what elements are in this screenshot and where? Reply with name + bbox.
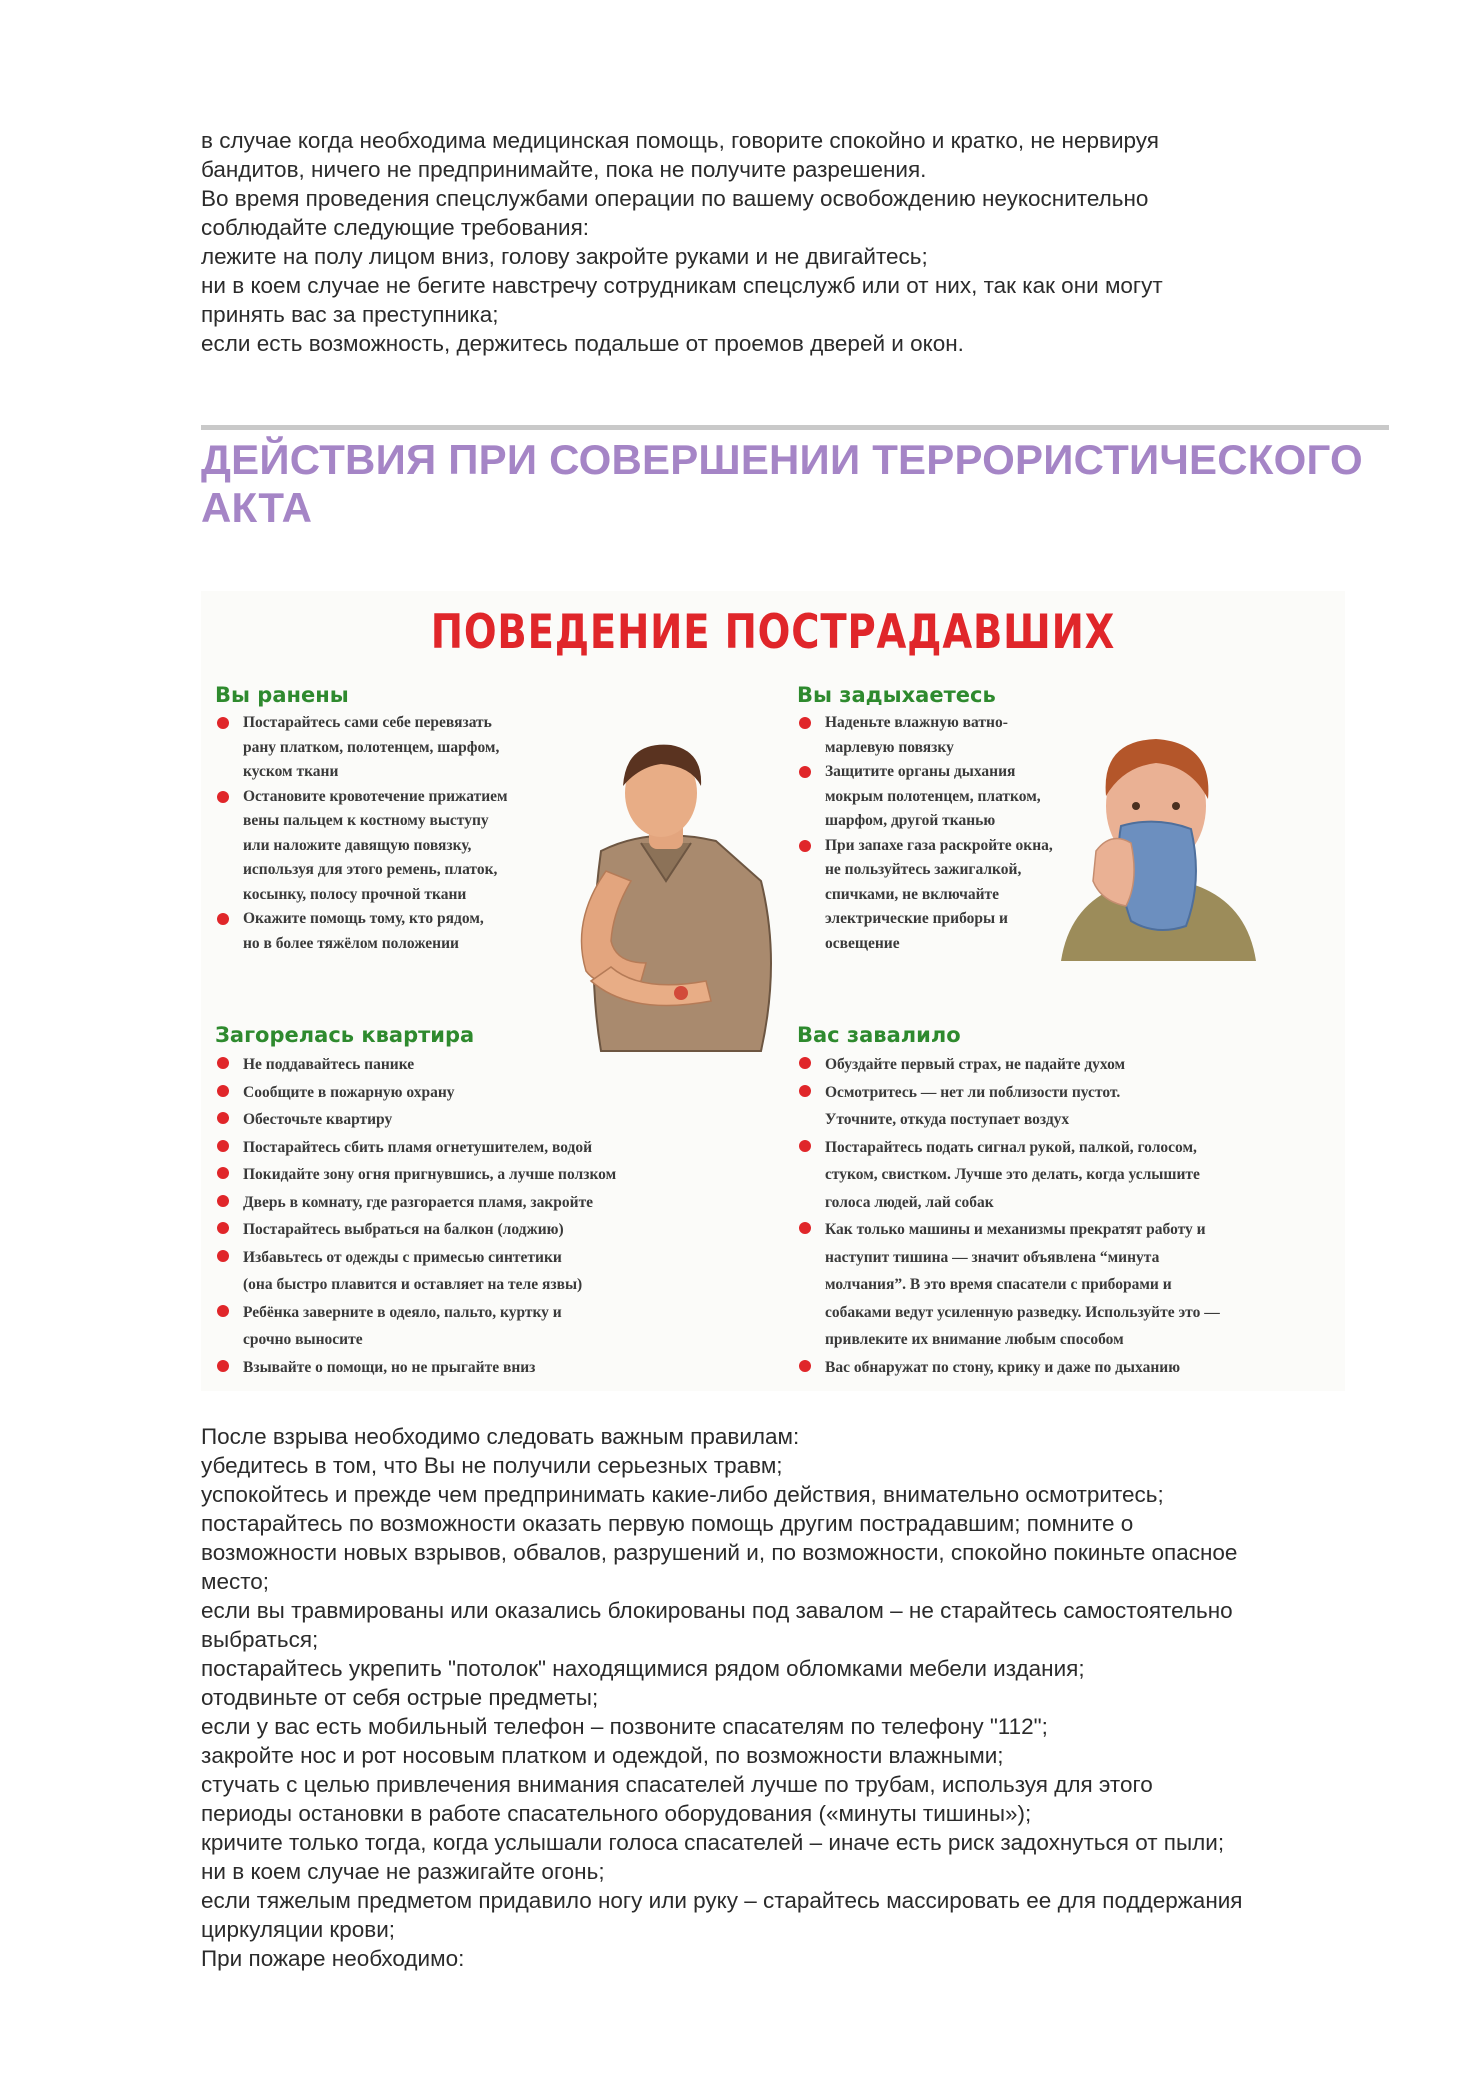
- section-collapse: [797, 1023, 1327, 1381]
- bullet-text-line: Постарайтесь сбить пламя огнетушителем, водой: [243, 1138, 593, 1156]
- bullet-text-line: Уточните, откуда поступает воздух: [825, 1111, 1070, 1128]
- text-line: убедитесь в том, что Вы не получили серьезных травм;: [201, 1453, 783, 1478]
- bullet-text-line: привлеките их внимание любым способом: [825, 1331, 1124, 1348]
- victims-behavior-poster: [201, 591, 1345, 1391]
- text-line: При пожаре необходимо:: [201, 1946, 465, 1971]
- bullet-item: [215, 785, 585, 908]
- bullet-dot-icon: [217, 1057, 229, 1069]
- text-line: выбраться;: [201, 1627, 319, 1652]
- bullet-text-line: Осмотритесь — нет ли поблизости пустот.: [825, 1083, 1121, 1101]
- text-line: циркуляции крови;: [201, 1917, 396, 1942]
- bullet-text-line: куском ткани: [243, 763, 339, 780]
- section-divider: [201, 425, 1389, 430]
- torso-shirt: [594, 835, 772, 1051]
- bullet-text-line: Обуздайте первый страх, не падайте духом: [825, 1056, 1126, 1073]
- bullet-dot-icon: [217, 717, 229, 729]
- bullet-text-line: Сообщите в пожарную охрану: [243, 1083, 455, 1101]
- bullet-item: [215, 1216, 755, 1244]
- eye: [1132, 802, 1140, 810]
- bullet-text-line: рану платком, полотенцем, шарфом,: [243, 738, 500, 756]
- text-line: если есть возможность, держитесь подальше от проемов дверей и окон.: [201, 331, 964, 356]
- section-heading: [201, 436, 1391, 532]
- text-line: отодвиньте от себя острые предметы;: [201, 1685, 599, 1710]
- text-line: кричите только тогда, когда услышали голоса спасателей – иначе есть риск задохнуться от пыли;: [201, 1830, 1225, 1855]
- bullet-text-line: Постарайтесь подать сигнал рукой, палкой, голосом,: [825, 1138, 1197, 1156]
- bullet-text-line: электрические приборы и: [825, 910, 1008, 927]
- section-wounded: [215, 683, 585, 956]
- bullet-text-line: голоса людей, лай собак: [825, 1193, 994, 1211]
- bullet-dot-icon: [799, 717, 811, 729]
- bullet-dot-icon: [217, 1167, 229, 1179]
- bullet-dot-icon: [799, 1222, 811, 1234]
- bullet-dot-icon: [217, 1085, 229, 1097]
- text-line: постарайтесь укрепить "потолок" находящимися рядом обломками мебели издания;: [201, 1656, 1085, 1681]
- text-line: постарайтесь по возможности оказать первую помощь другим пострадавшим; помните о: [201, 1511, 1134, 1536]
- section-fire: [215, 1023, 755, 1381]
- bullet-text-line: Постарайтесь выбраться на балкон (лоджию): [243, 1221, 564, 1238]
- text-line: Во время проведения спецслужбами операции по вашему освобождению неукоснительно: [201, 186, 1149, 211]
- bullet-text-line: Вас обнаружат по стону, крику и даже по дыханию: [825, 1358, 1181, 1376]
- text-line: ни в коем случае не бегите навстречу сотрудникам спецслужб или от них, так как они могут: [201, 273, 1163, 298]
- bullet-text-line: (она быстро плавится и оставляет на теле язвы): [243, 1276, 583, 1293]
- bullet-text-line: собаками ведут усиленную разведку. Используйте это —: [825, 1303, 1220, 1321]
- text-line: место;: [201, 1569, 270, 1594]
- text-line: ни в коем случае не разжигайте огонь;: [201, 1859, 605, 1884]
- bullet-dot-icon: [217, 1360, 229, 1372]
- text-line: периоды остановки в работе спасательного оборудования («минуты тишины»);: [201, 1801, 1032, 1826]
- bullet-text-line: Обесточьте квартиру: [243, 1111, 393, 1128]
- bullet-list: [215, 711, 585, 956]
- text-line: стучать с целью привлечения внимания спасателей лучше по трубам, используя для этого: [201, 1772, 1153, 1797]
- text-line: лежите на полу лицом вниз, голову закройте руками и не двигайтесь;: [201, 244, 928, 269]
- bullet-text-line: молчания”. В это время спасатели с приборами и: [825, 1276, 1172, 1293]
- bullet-text-line: мокрым полотенцем, платком,: [825, 787, 1041, 805]
- bullet-dot-icon: [217, 1195, 229, 1207]
- bullet-dot-icon: [217, 1305, 229, 1317]
- heading-line-1: ДЕЙСТВИЯ ПРИ СОВЕРШЕНИИ ТЕРРОРИСТИЧЕСКОГО: [201, 436, 1363, 483]
- bullet-text-line: Наденьте влажную ватно-: [825, 714, 1008, 731]
- text-line: если тяжелым предметом придавило ногу или руку – старайтесь массировать ее для поддержания: [201, 1888, 1243, 1913]
- bullet-text-line: Взывайте о помощи, но не прыгайте вниз: [243, 1358, 536, 1376]
- bullet-item: [215, 711, 585, 785]
- eye: [1172, 802, 1180, 810]
- text-line: если вы травмированы или оказались блокированы под завалом – не старайтесь самостоятельно: [201, 1598, 1233, 1623]
- bullet-dot-icon: [217, 1250, 229, 1262]
- text-line: бандитов, ничего не предпринимайте, пока не получите разрешения.: [201, 157, 927, 182]
- bullet-item: [215, 1244, 755, 1299]
- text-line: соблюдайте следующие требования:: [201, 215, 590, 240]
- bullet-item: [797, 1354, 1327, 1382]
- hand: [1093, 839, 1134, 907]
- bullet-text-line: марлевую повязку: [825, 738, 954, 756]
- injured-man-illustration: [531, 731, 791, 1061]
- text-line: принять вас за преступника;: [201, 302, 499, 327]
- bullet-dot-icon: [799, 1140, 811, 1152]
- bullet-dot-icon: [799, 1085, 811, 1097]
- bullet-text-line: или наложите давящую повязку,: [243, 836, 472, 854]
- section-title: Вы ранены: [215, 683, 349, 707]
- heading-line-2: АКТА: [201, 484, 313, 531]
- bullet-text-line: освещение: [825, 934, 900, 952]
- bullet-text-line: Окажите помощь тому, кто рядом,: [243, 910, 484, 927]
- bullet-text-line: Не поддавайтесь панике: [243, 1056, 415, 1073]
- text-line: После взрыва необходимо следовать важным правилам:: [201, 1424, 800, 1449]
- bullet-item: [215, 1079, 755, 1107]
- bullet-item: [215, 1106, 755, 1134]
- bullet-dot-icon: [799, 1057, 811, 1069]
- bullet-text-line: Остановите кровотечение прижатием: [243, 787, 508, 805]
- bullet-list: [797, 1051, 1327, 1381]
- bullet-text-line: шарфом, другой тканью: [825, 812, 996, 829]
- bullet-item: [215, 907, 585, 956]
- text-line: если у вас есть мобильный телефон – позвоните спасателям по телефону "112";: [201, 1714, 1048, 1739]
- bullet-item: [797, 1079, 1327, 1134]
- bullet-text-line: Покидайте зону огня пригнувшись, а лучше ползком: [243, 1166, 617, 1183]
- bullet-item: [215, 1299, 755, 1354]
- bullet-text-line: срочно выносите: [243, 1331, 363, 1348]
- bullet-item: [797, 1051, 1327, 1079]
- bullet-dot-icon: [217, 1112, 229, 1124]
- text-line: возможности новых взрывов, обвалов, разрушений и, по возможности, спокойно покиньте опасное: [201, 1540, 1238, 1565]
- bullet-item: [797, 1216, 1327, 1354]
- bullet-text-line: вены пальцем к костному выступу: [243, 812, 489, 829]
- text-line: закройте нос и рот носовым платком и одеждой, по возможности влажными;: [201, 1743, 1004, 1768]
- text-line: успокойтесь и прежде чем предпринимать какие-либо действия, внимательно осмотритесь;: [201, 1482, 1164, 1507]
- bullet-text-line: Ребёнка заверните в одеяло, пальто, куртку и: [243, 1303, 562, 1321]
- poster-title: ПОВЕДЕНИЕ ПОСТРАДАВШИХ: [430, 605, 1116, 660]
- bullet-list: [215, 1051, 755, 1381]
- intro-text: [201, 126, 1401, 358]
- bullet-item: [215, 1354, 755, 1382]
- masked-man-illustration: [1041, 721, 1271, 961]
- bullet-item: [215, 1161, 755, 1189]
- bullet-dot-icon: [217, 913, 229, 925]
- section-title: Вы задыхаетесь: [797, 683, 996, 707]
- bullet-item: [797, 1134, 1327, 1217]
- bullet-text-line: используя для этого ремень, платок,: [243, 861, 498, 878]
- bullet-item: [215, 1134, 755, 1162]
- bullet-text-line: Защитите органы дыхания: [825, 763, 1016, 780]
- bullet-text-line: Дверь в комнату, где разгорается пламя, закройте: [243, 1193, 594, 1211]
- bullet-text-line: но в более тяжёлом положении: [243, 934, 459, 952]
- bullet-text-line: наступит тишина — значит объявлена “минута: [825, 1248, 1160, 1266]
- bullet-dot-icon: [217, 1140, 229, 1152]
- after-explosion-text: [201, 1422, 1401, 1973]
- section-title: Вас завалило: [797, 1023, 961, 1047]
- bullet-dot-icon: [217, 1222, 229, 1234]
- bullet-text-line: Избавьтесь от одежды с примесью синтетики: [243, 1248, 562, 1266]
- bullet-text-line: стуком, свистком. Лучше это делать, когда услышите: [825, 1166, 1200, 1183]
- bullet-text-line: При запахе газа раскройте окна,: [825, 836, 1053, 854]
- bullet-dot-icon: [799, 766, 811, 778]
- bullet-dot-icon: [217, 791, 229, 803]
- bullet-dot-icon: [799, 840, 811, 852]
- bullet-text-line: Как только машины и механизмы прекратят работу и: [825, 1221, 1206, 1238]
- wound: [674, 986, 688, 1000]
- section-title: Загорелась квартира: [215, 1023, 475, 1047]
- bullet-item: [215, 1189, 755, 1217]
- bullet-text-line: не пользуйтесь зажигалкой,: [825, 861, 1022, 878]
- bullet-dot-icon: [799, 1360, 811, 1372]
- text-line: в случае когда необходима медицинская помощь, говорите спокойно и кратко, не нервируя: [201, 128, 1159, 153]
- bullet-text-line: косынку, полосу прочной ткани: [243, 885, 467, 903]
- bullet-text-line: спичками, не включайте: [825, 885, 1000, 903]
- bullet-text-line: Постарайтесь сами себе перевязать: [243, 714, 492, 731]
